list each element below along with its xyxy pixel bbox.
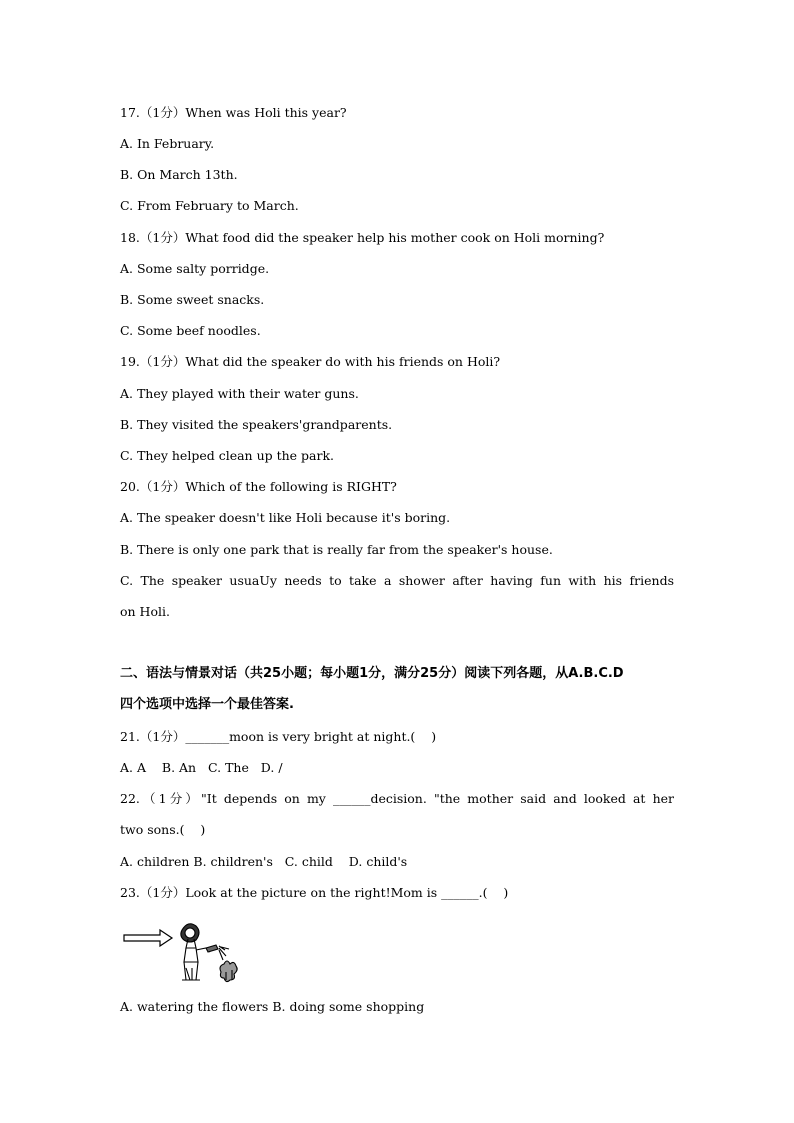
q23-options: A. watering the flowers B. doing some shopping — [120, 999, 425, 1014]
q22-stem-line2: two sons.( ) — [120, 822, 206, 837]
q21-stem: 21.（1分）_______moon is very bright at night.( ) — [120, 729, 437, 744]
q20-stem: 20.（1分）Which of the following is RIGHT? — [120, 479, 397, 494]
q22-options: A. children B. children's C. child D. child's — [120, 854, 408, 869]
q20-option-a: A. The speaker doesn't like Holi because it's boring. — [120, 510, 451, 525]
q20-option-c-line1: C. The speaker usuaUy needs to take a shower after having fun with his friends — [120, 573, 674, 588]
q18-option-c: C. Some beef noodles. — [120, 323, 261, 338]
q19-option-a: A. They played with their water guns. — [120, 386, 359, 401]
q17-option-a: A. In February. — [120, 136, 215, 151]
q23-stem: 23.（1分）Look at the picture on the right!Mom is ______.( ) — [120, 885, 509, 900]
q17-option-c: C. From February to March. — [120, 198, 299, 213]
q18-stem: 18.（1分）What food did the speaker help his mother cook on Holi morning? — [120, 230, 605, 245]
q19-stem: 19.（1分）What did the speaker do with his friends on Holi? — [120, 354, 501, 369]
section2-heading-line1: 二、语法与情景对话（共25小题；每小题1分，满分25分）阅读下列各题，从A.B.C.D — [120, 666, 624, 681]
q19-option-c: C. They helped clean up the park. — [120, 448, 335, 463]
q23-picture — [120, 918, 245, 984]
woman-watering-flowers-illustration — [181, 924, 237, 982]
q20-option-b: B. There is only one park that is really far from the speaker's house. — [120, 542, 553, 557]
q19-option-b: B. They visited the speakers'grandparents. — [120, 417, 393, 432]
q18-option-a: A. Some salty porridge. — [120, 261, 270, 276]
q20-option-c-line2: on Holi. — [120, 604, 170, 619]
q22-stem-line1: 22.（1分）"It depends on my ______decision. "the mother said and looked at her — [120, 791, 674, 806]
arrow-icon — [124, 930, 172, 946]
q18-option-b: B. Some sweet snacks. — [120, 292, 265, 307]
q17-option-b: B. On March 13th. — [120, 167, 238, 182]
section2-heading-line2: 四个选项中选择一个最佳答案. — [120, 697, 294, 712]
q17-stem: 17.（1分）When was Holi this year? — [120, 105, 347, 120]
q21-options: A. A B. An C. The D. / — [120, 760, 283, 775]
